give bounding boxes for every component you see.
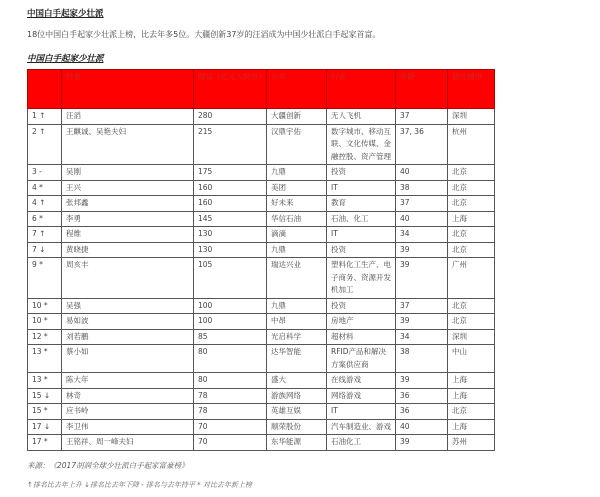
cell-rank: 10 *: [28, 298, 62, 314]
cell-wealth: 70: [194, 419, 267, 435]
cell-city: 上海: [448, 388, 495, 404]
cell-name: 汪滔: [62, 109, 194, 125]
cell-name: 陈大年: [62, 373, 194, 389]
header-age: 年龄: [396, 70, 448, 109]
header-name: 姓名: [62, 70, 194, 109]
header-industry: 行业: [327, 70, 396, 109]
cell-rank: 2 ↑: [28, 124, 62, 165]
cell-rank: 12 *: [28, 329, 62, 345]
cell-city: 中山: [448, 345, 495, 373]
cell-city: 北京: [448, 227, 495, 243]
cell-industry: 塑料化工生产、电子商务、资源开发机加工: [327, 258, 396, 299]
cell-rank: 17 *: [28, 435, 62, 451]
table-row: [28, 388, 495, 404]
table-row: [28, 227, 495, 243]
cell-name: 刘若鹏: [62, 329, 194, 345]
cell-city: 广州: [448, 258, 495, 299]
cell-city: 北京: [448, 298, 495, 314]
cell-rank: 13 *: [28, 373, 62, 389]
cell-wealth: 280: [194, 109, 267, 125]
cell-company: 华信石油: [267, 211, 327, 227]
cell-company: 光启科学: [267, 329, 327, 345]
rank-legend: ↑排名比去年上升 ↓排名比去年下降 - 排名与去年持平 * 对比去年新上榜: [27, 481, 252, 489]
cell-company: 好未来: [267, 196, 327, 212]
cell-industry: 汽车制造业、游戏: [327, 419, 396, 435]
cell-industry: 网络游戏: [327, 388, 396, 404]
cell-city: 上海: [448, 211, 495, 227]
cell-city: 北京: [448, 180, 495, 196]
cell-wealth: 80: [194, 373, 267, 389]
cell-rank: 4 *: [28, 180, 62, 196]
cell-industry: IT: [327, 227, 396, 243]
cell-rank: 1 ↑: [28, 109, 62, 125]
cell-rank: 3 -: [28, 165, 62, 181]
cell-industry: 石油化工: [327, 435, 396, 451]
cell-city: 北京: [448, 314, 495, 330]
table-row: [28, 242, 495, 258]
cell-age: 37: [396, 196, 448, 212]
table-row: [28, 373, 495, 389]
cell-age: 38: [396, 180, 448, 196]
cell-city: 北京: [448, 165, 495, 181]
cell-company: 瑞达兴业: [267, 258, 327, 299]
table-title: 中国白手起家少壮派: [27, 54, 104, 64]
cell-name: 黄晓捷: [62, 242, 194, 258]
cell-wealth: 145: [194, 211, 267, 227]
cell-wealth: 78: [194, 404, 267, 420]
cell-age: 39: [396, 314, 448, 330]
cell-company: 中昂: [267, 314, 327, 330]
cell-industry: 数字城市、移动互联、文化传媒、金融控股、资产管理: [327, 124, 396, 165]
cell-wealth: 160: [194, 180, 267, 196]
cell-wealth: 130: [194, 242, 267, 258]
cell-company: 东华能源: [267, 435, 327, 451]
table-row: [28, 298, 495, 314]
table-row: [28, 435, 495, 451]
cell-industry: 房地产: [327, 314, 396, 330]
source-note: 来源：《2017胡润全球少壮派白手起家富豪榜》: [27, 461, 189, 470]
cell-company: 九鼎: [267, 242, 327, 258]
cell-age: 34: [396, 329, 448, 345]
cell-age: 39: [396, 242, 448, 258]
cell-name: 程维: [62, 227, 194, 243]
cell-age: 40: [396, 419, 448, 435]
cell-city: 北京: [448, 242, 495, 258]
cell-city: 深圳: [448, 329, 495, 345]
cell-industry: RFID产品和解决方案供应商: [327, 345, 396, 373]
cell-age: 39: [396, 373, 448, 389]
cell-city: 上海: [448, 373, 495, 389]
cell-industry: 石油、化工: [327, 211, 396, 227]
cell-industry: IT: [327, 180, 396, 196]
cell-industry: 投资: [327, 242, 396, 258]
intro-paragraph: 18位中国白手起家少壮派上榜，比去年多5位。大疆创新37岁的汪滔成为中国少壮派白手起家首富。: [27, 30, 381, 39]
table-row: [28, 109, 495, 125]
cell-company: 游族网络: [267, 388, 327, 404]
cell-city: 上海: [448, 419, 495, 435]
cell-wealth: 80: [194, 345, 267, 373]
cell-company: 大疆创新: [267, 109, 327, 125]
cell-industry: 在线游戏: [327, 373, 396, 389]
cell-company: 九鼎: [267, 165, 327, 181]
cell-age: 36: [396, 388, 448, 404]
cell-age: 38: [396, 345, 448, 373]
cell-rank: 9 *: [28, 258, 62, 299]
cell-rank: 6 *: [28, 211, 62, 227]
cell-city: 北京: [448, 404, 495, 420]
cell-rank: 17 ↓: [28, 419, 62, 435]
cell-name: 王铭祥、周一峰夫妇: [62, 435, 194, 451]
cell-wealth: 215: [194, 124, 267, 165]
cell-name: 周亥丰: [62, 258, 194, 299]
cell-name: 王兴: [62, 180, 194, 196]
cell-name: 吴刚: [62, 165, 194, 181]
cell-industry: 无人飞机: [327, 109, 396, 125]
cell-name: 王麒诚、吴艳夫妇: [62, 124, 194, 165]
cell-age: 39: [396, 435, 448, 451]
table-row: [28, 165, 495, 181]
wealth-table: [27, 69, 495, 451]
table-row: [28, 258, 495, 299]
cell-rank: 15 ↓: [28, 388, 62, 404]
table-header-row: [28, 70, 495, 109]
table-row: [28, 314, 495, 330]
cell-wealth: 78: [194, 388, 267, 404]
cell-wealth: 85: [194, 329, 267, 345]
header-rank: [28, 70, 62, 109]
cell-rank: 13 *: [28, 345, 62, 373]
cell-wealth: 105: [194, 258, 267, 299]
article-title: 中国白手起家少壮派: [27, 9, 104, 19]
table-row: [28, 211, 495, 227]
cell-name: 应书岭: [62, 404, 194, 420]
cell-company: 汉鼎宇佑: [267, 124, 327, 165]
table-row: [28, 345, 495, 373]
cell-company: 达华智能: [267, 345, 327, 373]
cell-wealth: 160: [194, 196, 267, 212]
table-row: [28, 180, 495, 196]
cell-wealth: 70: [194, 435, 267, 451]
header-wealth: 财富（亿元人民币）: [194, 70, 267, 109]
cell-wealth: 130: [194, 227, 267, 243]
cell-industry: IT: [327, 404, 396, 420]
cell-industry: 超材料: [327, 329, 396, 345]
cell-name: 李卫伟: [62, 419, 194, 435]
cell-age: 39: [396, 258, 448, 299]
header-city: 居住城市: [448, 70, 495, 109]
cell-company: 盛大: [267, 373, 327, 389]
cell-city: 北京: [448, 196, 495, 212]
cell-rank: 7 ↑: [28, 227, 62, 243]
cell-wealth: 100: [194, 314, 267, 330]
cell-industry: 投资: [327, 165, 396, 181]
cell-rank: 10 *: [28, 314, 62, 330]
cell-company: 顺荣股份: [267, 419, 327, 435]
cell-name: 林奇: [62, 388, 194, 404]
cell-city: 深圳: [448, 109, 495, 125]
cell-name: 吴强: [62, 298, 194, 314]
cell-age: 40: [396, 165, 448, 181]
cell-company: 英雄互娱: [267, 404, 327, 420]
cell-age: 37: [396, 298, 448, 314]
cell-rank: 4 ↑: [28, 196, 62, 212]
cell-age: 36: [396, 404, 448, 420]
cell-company: 滴滴: [267, 227, 327, 243]
cell-wealth: 100: [194, 298, 267, 314]
table-row: [28, 404, 495, 420]
table-row: [28, 124, 495, 165]
header-company: 公司: [267, 70, 327, 109]
cell-industry: 教育: [327, 196, 396, 212]
cell-name: 易如波: [62, 314, 194, 330]
cell-age: 34: [396, 227, 448, 243]
cell-name: 蔡小如: [62, 345, 194, 373]
cell-name: 李勇: [62, 211, 194, 227]
table-row: [28, 196, 495, 212]
table-row: [28, 329, 495, 345]
cell-company: 美团: [267, 180, 327, 196]
cell-age: 37: [396, 109, 448, 125]
cell-name: 张邦鑫: [62, 196, 194, 212]
cell-wealth: 175: [194, 165, 267, 181]
cell-age: 40: [396, 211, 448, 227]
cell-city: 杭州: [448, 124, 495, 165]
cell-age: 37, 36: [396, 124, 448, 165]
cell-rank: 15 *: [28, 404, 62, 420]
table-row: [28, 419, 495, 435]
cell-company: 九鼎: [267, 298, 327, 314]
cell-city: 苏州: [448, 435, 495, 451]
cell-rank: 7 ↓: [28, 242, 62, 258]
cell-industry: 投资: [327, 298, 396, 314]
